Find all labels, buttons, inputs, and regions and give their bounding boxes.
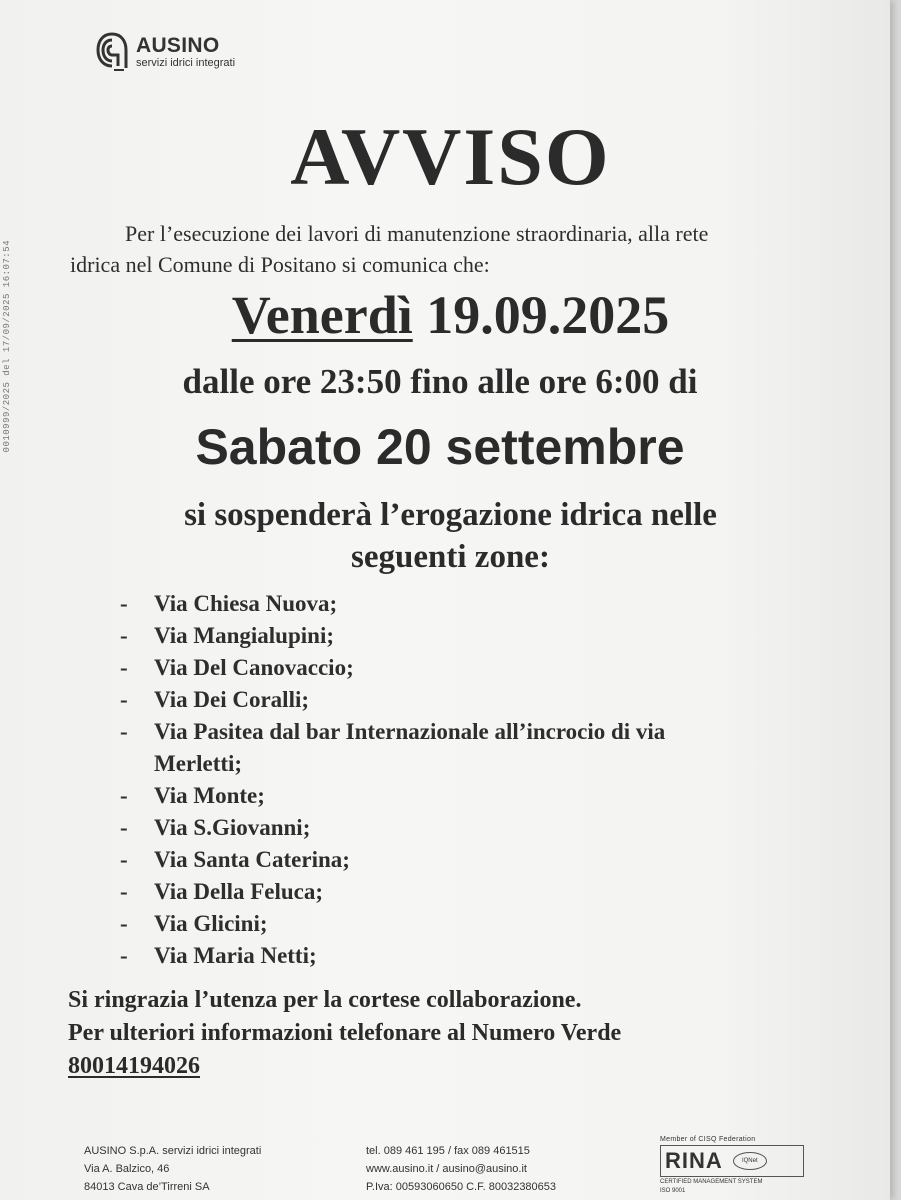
ausino-logo [94,30,235,74]
bullet-dash: - [120,815,128,840]
footer-contacts [366,1142,556,1196]
street-item [120,652,820,684]
closing-text [68,984,848,1083]
footer-city: 84013 Cava de’Tirreni SA [84,1181,210,1193]
footer-web: www.ausino.it / ausino@ausino.it [366,1163,527,1175]
bullet-dash: - [120,655,128,680]
street-item [120,844,820,876]
hours-text: dalle ore 23:50 fino alle ore 6:00 di [182,362,698,401]
iqnet-icon: IQNet [733,1152,767,1170]
bullet-dash: - [120,719,128,744]
street-name: Via Dei Coralli; [154,687,310,712]
street-name: Merletti; [154,751,243,776]
footer-tax: P.Iva: 00593060650 C.F. 80032380653 [366,1181,557,1193]
end-date: Sabato 20 settembre [195,419,685,475]
footer-company [84,1142,261,1196]
info-line: Per ulteriori informazioni telefonare al Numero Verde [68,1020,622,1046]
bullet-dash: - [120,879,128,904]
bullet-dash: - [120,847,128,872]
suspension-line-1: si sospenderà l’erogazione idrica nelle [184,497,717,533]
cert-standard: ISO 9001 [660,1188,686,1194]
protocol-stamp: 0010999/2025 del 17/09/2025 16:07:54 [2,240,12,453]
street-name: Via Del Canovaccio; [154,655,354,680]
intro-line-1: Per l’esecuzione dei lavori di manutenzione straordinaria, alla rete [125,221,709,246]
street-name: Via Mangialupini; [154,623,334,648]
footer-company-name: AUSINO S.p.A. servizi idrici integrati [84,1145,262,1157]
bullet-dash: - [120,591,128,616]
bullet-dash [120,748,154,780]
street-item [120,588,820,620]
street-name: Via Della Feluca; [154,879,324,904]
street-list [120,588,820,972]
street-item [120,716,820,748]
bullet-dash: - [120,943,128,968]
bullet-dash: - [120,687,128,712]
street-name: Via Monte; [154,783,265,808]
street-item [120,748,820,780]
start-date [0,284,901,346]
cert-system: CERTIFIED MANAGEMENT SYSTEM [660,1179,763,1185]
street-name: Via Maria Netti; [154,943,317,968]
certification-logo [660,1136,820,1195]
street-name: Via Chiesa Nuova; [154,591,338,616]
intro-line-2: idrica nel Comune di Positano si comunica che: [70,252,490,277]
bullet-dash: - [120,911,128,936]
start-day: Venerdì [231,285,413,345]
footer-address: Via A. Balzico, 46 [84,1163,170,1175]
rina-mark: RINA [665,1148,723,1173]
street-item [120,908,820,940]
footer-phone: tel. 089 461 195 / fax 089 461515 [366,1145,530,1157]
street-item [120,876,820,908]
ausino-logo-icon [94,30,130,74]
street-item [120,684,820,716]
logo-tagline: servizi idrici integrati [136,56,236,69]
street-name: Via Pasitea dal bar Internazionale all’incrocio di via [154,719,666,744]
suspension-line-2: seguenti zone: [351,539,550,575]
cisq-member: Member of CISQ Federation [660,1136,756,1143]
street-name: Via Santa Caterina; [154,847,350,872]
bullet-dash: - [120,783,128,808]
street-item [120,812,820,844]
start-date-value: 19.09.2025 [426,285,670,345]
logo-name: AUSINO [136,33,220,57]
street-name: Via S.Giovanni; [154,815,311,840]
intro-text [70,218,815,280]
street-item [120,780,820,812]
thanks-line: Si ringrazia l’utenza per la cortese collaborazione. [68,987,582,1013]
toll-free-number: 80014194026 [68,1053,200,1079]
street-name: Via Glicini; [154,911,268,936]
notice-title: AVVISO [290,111,611,202]
street-item [120,940,820,972]
bullet-dash: - [120,623,128,648]
street-item [120,620,820,652]
suspension-text [0,494,901,578]
